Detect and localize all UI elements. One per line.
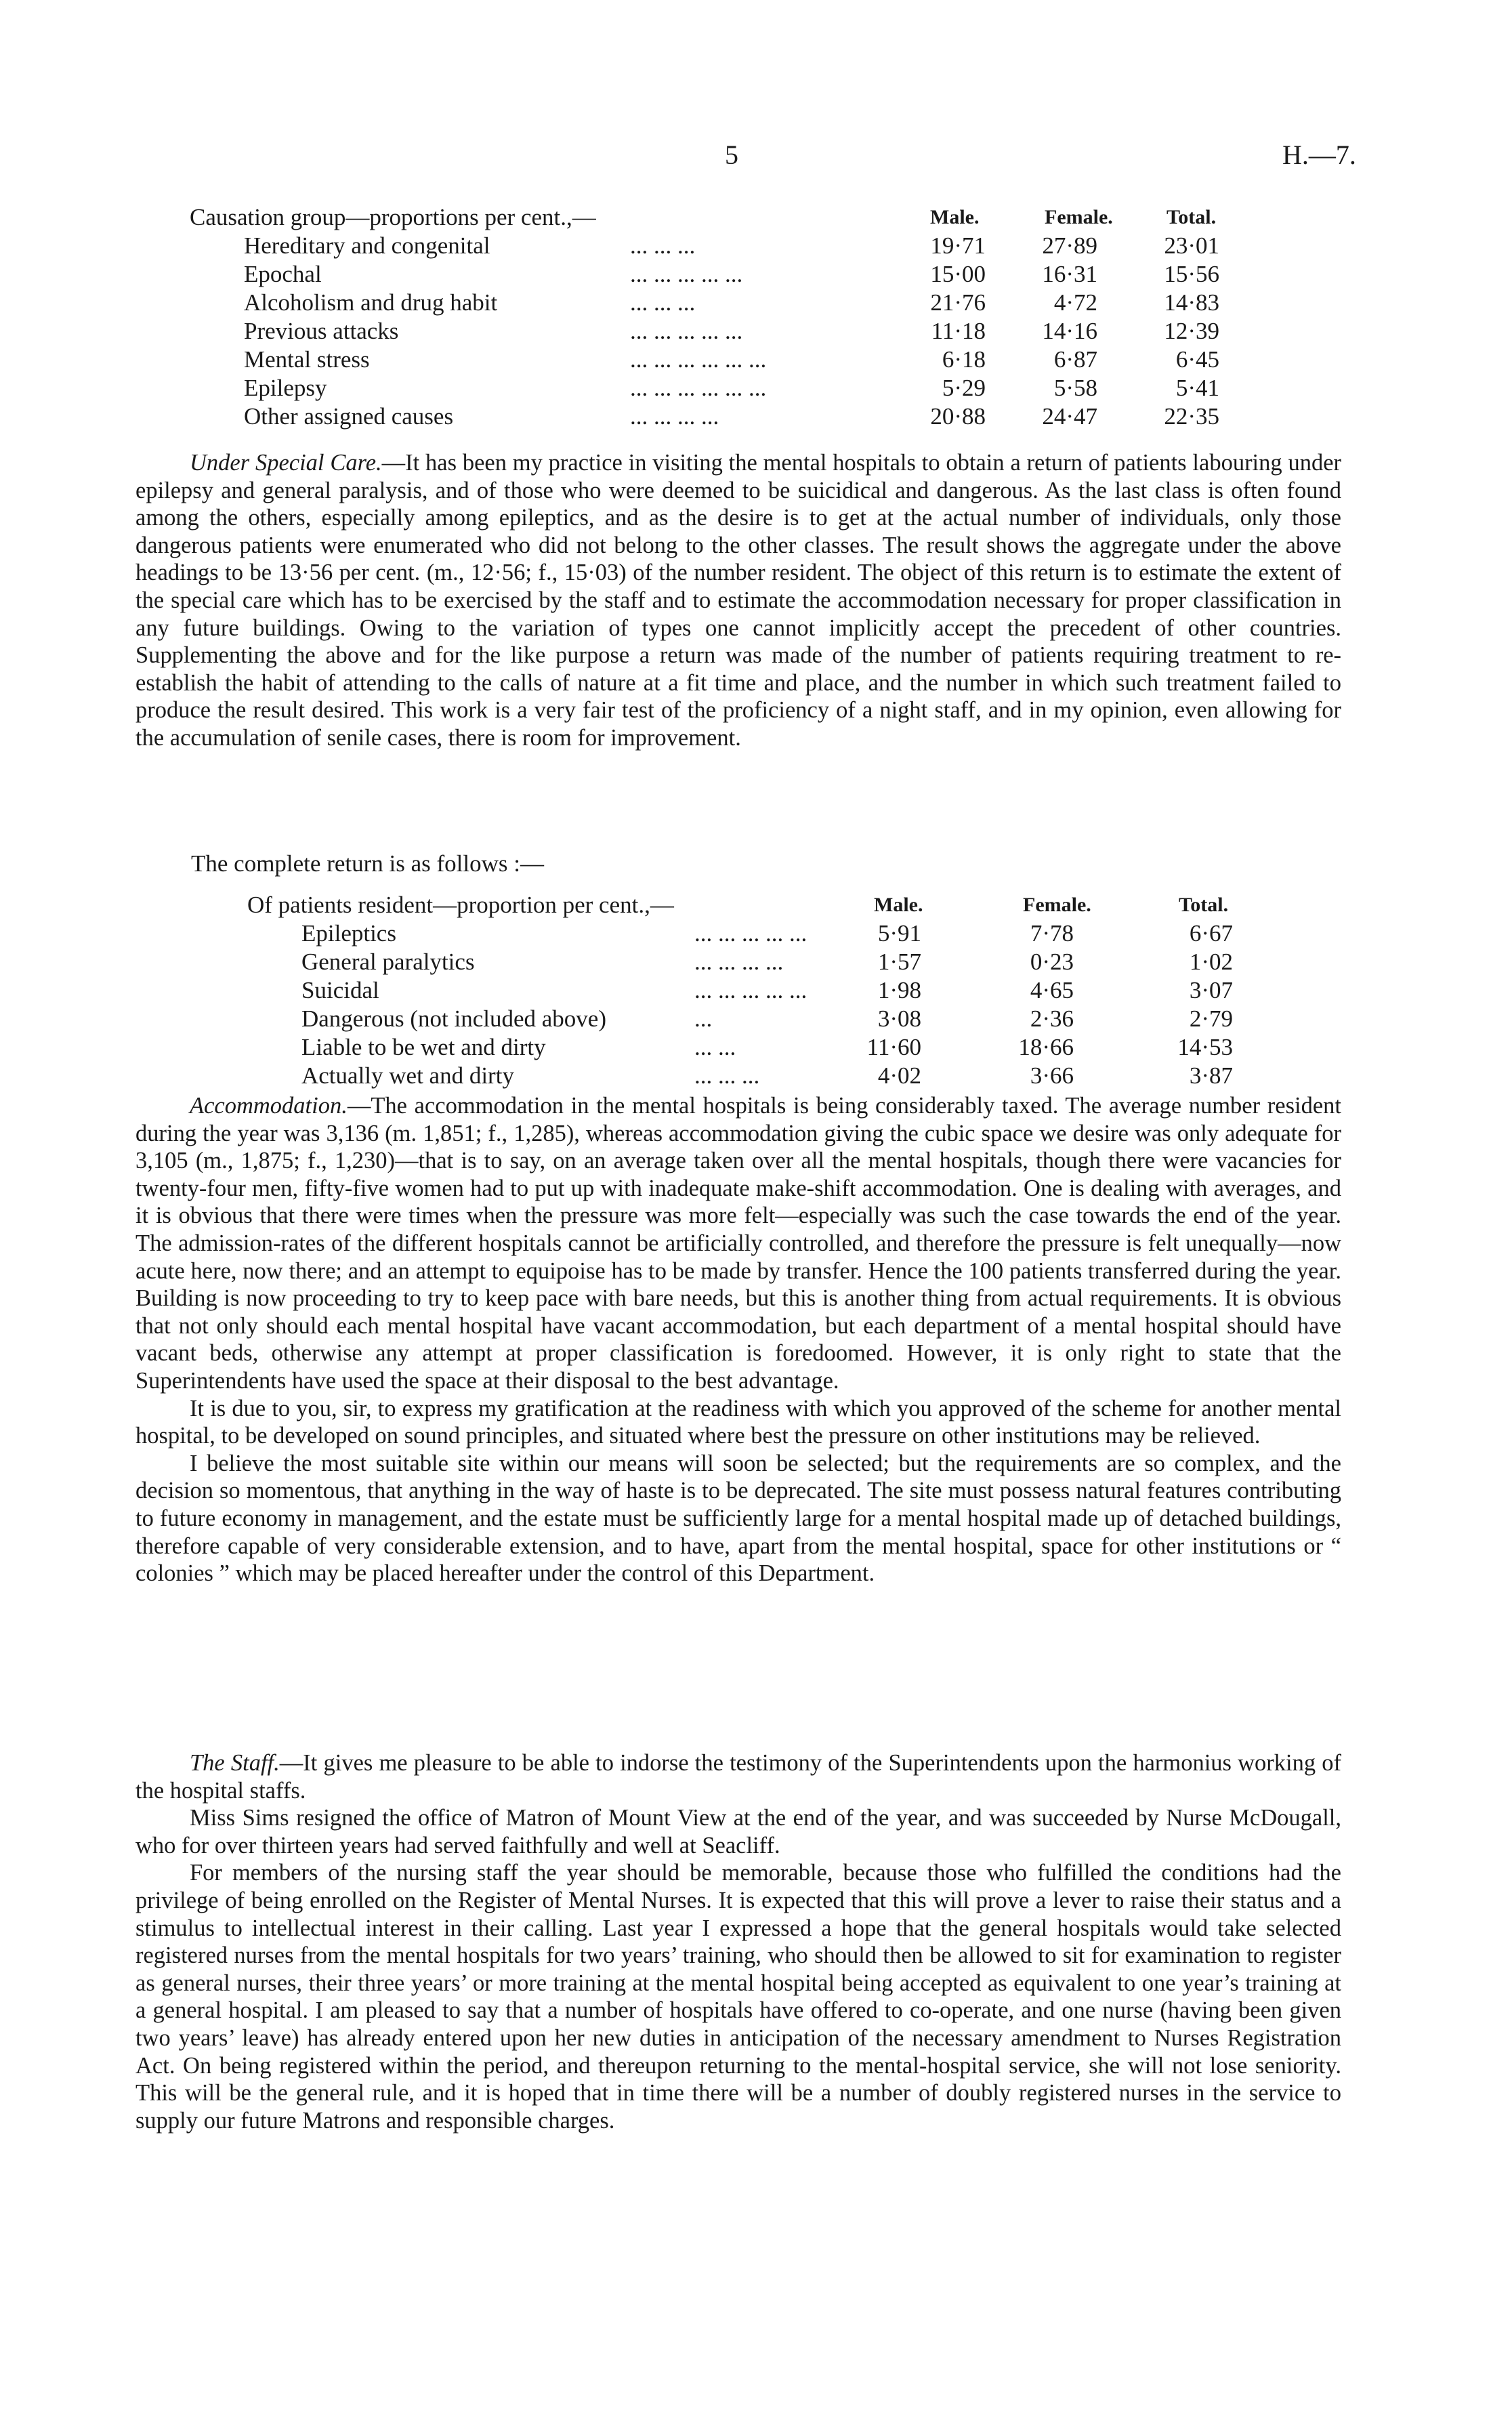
leader-dots: ... ... ... ... ... [694, 977, 807, 1003]
male-value: 1·98 [877, 977, 921, 1003]
table-row [190, 289, 1382, 317]
row-label: Epileptics [301, 920, 396, 947]
table-row [247, 1005, 1385, 1033]
male-value: 1·57 [877, 949, 921, 975]
table-row [247, 1062, 1385, 1090]
row-label: Hereditary and congenital [244, 232, 490, 259]
total-value: 5·41 [1175, 375, 1219, 401]
accommodation-text-1: —The accommodation in the mental hospitals is being considerably taxed. The average number resident during the year was 3,136 (m. 1,851; f., 1,285), whereas accommodation giving the cubic space we desire was only adequate for 3,105 (m., 1,875; f., 1,230)—that is to say, on an average taken over all the mental hospitals, though there were vacancies for twenty-four men, fifty-five women had to put up with inadequate make-shift accommodation. One is dealing with averages, and it is obvious that there were times when the pressure was more felt—especially was such the case towards the end of the year. The admission-rates of the different hospitals cannot be artificially controlled, and therefore the pressure is felt unequally—now acute here, now there; and an attempt to equipoise has to be made by transfer. Hence the 100 patients transferred during the year. Building is now proceeding to try to keep pace with bare needs, but this is another thing from actual requirements. It is obvious that not only should each mental hospital have vacant accommodation, but each department of a mental hospital should have vacant beds, otherwise any attempt at proper classification is foredoomed. However, it is only right to state that the Superintendents have used the space at their disposal to the best advantage. [135, 1093, 1341, 1394]
leader-dots: ... ... ... ... ... [630, 318, 743, 344]
leader-dots: ... [694, 1005, 713, 1032]
causation-header-row [190, 203, 1382, 232]
staff-title: The Staff. [190, 1750, 280, 1776]
total-value: 23·01 [1164, 232, 1219, 259]
male-value: 11·60 [866, 1034, 921, 1060]
leader-dots: ... ... ... [694, 1062, 760, 1089]
leader-dots: ... ... ... ... ... ... [630, 346, 767, 373]
causation-table [190, 203, 1382, 431]
accommodation-paragraph-3: I believe the most suitable site within our means will soon be selected; but the requirements are so complex, and the decision so momentous, that anything in the way of haste is to be deprecated. The site must possess natural features contributing to future economy in management, and the estate must be sufficiently large for a mental hospital made up of detached buildings, therefore capable of very considerable extension, and to have, apart from the mental hospital, space for other institutions or “ colonies ” which may be placed hereafter under the control of this Department. [135, 1450, 1341, 1587]
page-number: 5 [725, 140, 738, 170]
leader-dots: ... ... ... ... [630, 403, 719, 430]
resident-table [247, 891, 1385, 1090]
col-female-header: Female. [1045, 206, 1113, 228]
total-value: 15·56 [1164, 261, 1219, 287]
female-value: 5·58 [1053, 375, 1097, 401]
accommodation-section [135, 1092, 1341, 1587]
total-value: 14·53 [1177, 1034, 1233, 1060]
special-care-title: Under Special Care. [190, 450, 382, 476]
table-row [247, 948, 1385, 976]
causation-intro: Causation group—proportions per cent.,— [190, 204, 596, 230]
special-care-text: —It has been my practice in visiting the mental hospitals to obtain a return of patients labouring under epilepsy and general paralysis, and of those who were deemed to be suicidical and dangerous. As the last class is often found among the others, especially among epileptics, and as the desire is to get at the actual number of individuals, only those dangerous patients were enumerated who did not belong to the other classes. The result shows the aggregate under the above headings to be 13·56 per cent. (m., 12·56; f., 15·03) of the number resident. The object of this return is to estimate the extent of the special care which has to be exercised by the staff and to estimate the accommodation necessary for proper classification in any future buildings. Owing to the variation of types one cannot implicitly accept the precedent of other countries. Supplementing the above and for the like purpose a return was made of the number of patients requiring treatment to re-establish the habit of attending to the calls of nature at a fit time and place, and the number in which such treatment failed to produce the result desired. This work is a very fair test of the proficiency of a night staff, and in my opinion, even allowing for the accumulation of senile cases, there is room for improvement. [135, 450, 1342, 751]
total-value: 22·35 [1164, 403, 1219, 430]
row-label: General paralytics [301, 949, 475, 975]
male-value: 20·88 [930, 403, 986, 430]
female-value: 6·87 [1053, 346, 1097, 373]
total-value: 2·79 [1189, 1005, 1233, 1032]
special-care-section [135, 449, 1341, 752]
col-female-header: Female. [1023, 894, 1091, 916]
male-value: 5·91 [877, 920, 921, 947]
female-value: 16·31 [1042, 261, 1097, 287]
female-value: 2·36 [1030, 1005, 1074, 1032]
male-value: 11·18 [931, 318, 986, 344]
resident-header-row [247, 891, 1385, 919]
row-label: Other assigned causes [244, 403, 454, 430]
female-value: 7·78 [1030, 920, 1074, 947]
row-label: Epilepsy [244, 375, 327, 401]
female-value: 24·47 [1042, 403, 1097, 430]
male-value: 21·76 [930, 289, 986, 316]
table-row [247, 976, 1385, 1005]
staff-paragraph-2: Miss Sims resigned the office of Matron of Mount View at the end of the year, and was succeeded by Nurse McDougall, who for over thirteen years had served faithfully and well at Seacliff. [135, 1805, 1341, 1858]
female-value: 27·89 [1042, 232, 1097, 259]
accommodation-title: Accommodation. [190, 1093, 348, 1119]
leader-dots: ... ... ... ... [694, 949, 784, 975]
female-value: 4·72 [1053, 289, 1097, 316]
total-value: 3·87 [1189, 1062, 1233, 1089]
leader-dots: ... ... ... ... ... [630, 261, 743, 287]
row-label: Alcoholism and drug habit [244, 289, 498, 316]
leader-dots: ... ... ... ... ... ... [630, 375, 767, 401]
accommodation-paragraph-2: It is due to you, sir, to express my gratification at the readiness with which you approved of the scheme for another mental hospital, to be developed on sound principles, and situated where best the pressure on other institutions may be relieved. [135, 1395, 1341, 1449]
male-value: 15·00 [930, 261, 986, 287]
female-value: 4·65 [1030, 977, 1074, 1003]
female-value: 3·66 [1030, 1062, 1074, 1089]
male-value: 19·71 [930, 232, 986, 259]
table-row [190, 402, 1382, 431]
complete-return-lead: The complete return is as follows :— [191, 850, 544, 877]
leader-dots: ... ... ... ... ... [694, 920, 807, 947]
table-row [190, 374, 1382, 402]
total-value: 6·67 [1189, 920, 1233, 947]
table-row [190, 317, 1382, 346]
table-row [190, 346, 1382, 374]
accommodation-paragraph-1 [135, 1092, 1341, 1395]
female-value: 18·66 [1018, 1034, 1074, 1060]
document-reference: H.—7. [1282, 140, 1356, 170]
leader-dots: ... ... [694, 1034, 736, 1060]
male-value: 4·02 [877, 1062, 921, 1089]
special-care-paragraph [135, 449, 1341, 752]
col-male-header: Male. [930, 206, 980, 228]
row-label: Actually wet and dirty [301, 1062, 514, 1089]
row-label: Mental stress [244, 346, 370, 373]
row-label: Liable to be wet and dirty [301, 1034, 546, 1060]
total-value: 14·83 [1164, 289, 1219, 316]
leader-dots: ... ... ... [630, 289, 696, 316]
total-value: 3·07 [1189, 977, 1233, 1003]
row-label: Dangerous (not included above) [301, 1005, 606, 1032]
col-male-header: Male. [874, 894, 923, 916]
row-label: Epochal [244, 261, 322, 287]
male-value: 3·08 [877, 1005, 921, 1032]
resident-intro: Of patients resident—proportion per cent.,— [247, 892, 674, 918]
col-total-header: Total. [1167, 206, 1217, 228]
table-row [190, 260, 1382, 289]
col-total-header: Total. [1179, 894, 1229, 916]
total-value: 6·45 [1175, 346, 1219, 373]
staff-paragraph-1 [135, 1749, 1341, 1804]
male-value: 6·18 [942, 346, 986, 373]
total-value: 12·39 [1164, 318, 1219, 344]
staff-paragraph-3: For members of the nursing staff the year should be memorable, because those who fulfilled the conditions had the privilege of being enrolled on the Register of Mental Nurses. It is expected that this will prove a lever to raise their status and a stimulus to intellectual interest in their calling. Last year I expressed a hope that the general hospitals would take selected registered nurses from the mental hospitals for two years’ training, who should then be allowed to sit for examination to register as general nurses, their three years’ or more training at the mental hospital being accepted as equivalent to one year’s training at a general hospital. I am pleased to say that a number of hospitals have offered to co-operate, and one nurse (having been given two years’ leave) has already entered upon her new duties in anticipation of the necessary amendment to Nurses Registration Act. On being registered within the period, and thereupon returning to the mental-hospital service, she will not lose seniority. This will be the general rule, and it is hoped that in time there will be a number of doubly registered nurses in the service to supply our future Matrons and responsible charges. [135, 1860, 1341, 2134]
leader-dots: ... ... ... [630, 232, 696, 259]
female-value: 0·23 [1030, 949, 1074, 975]
table-row [247, 1033, 1385, 1062]
table-row [190, 232, 1382, 260]
staff-text-1: —It gives me pleasure to be able to indorse the testimony of the Superintendents upon the harmonius working of the hospital staffs. [135, 1750, 1341, 1804]
male-value: 5·29 [942, 375, 986, 401]
staff-section [135, 1749, 1341, 2134]
row-label: Previous attacks [244, 318, 399, 344]
row-label: Suicidal [301, 977, 379, 1003]
total-value: 1·02 [1189, 949, 1233, 975]
female-value: 14·16 [1042, 318, 1097, 344]
table-row [247, 919, 1385, 948]
